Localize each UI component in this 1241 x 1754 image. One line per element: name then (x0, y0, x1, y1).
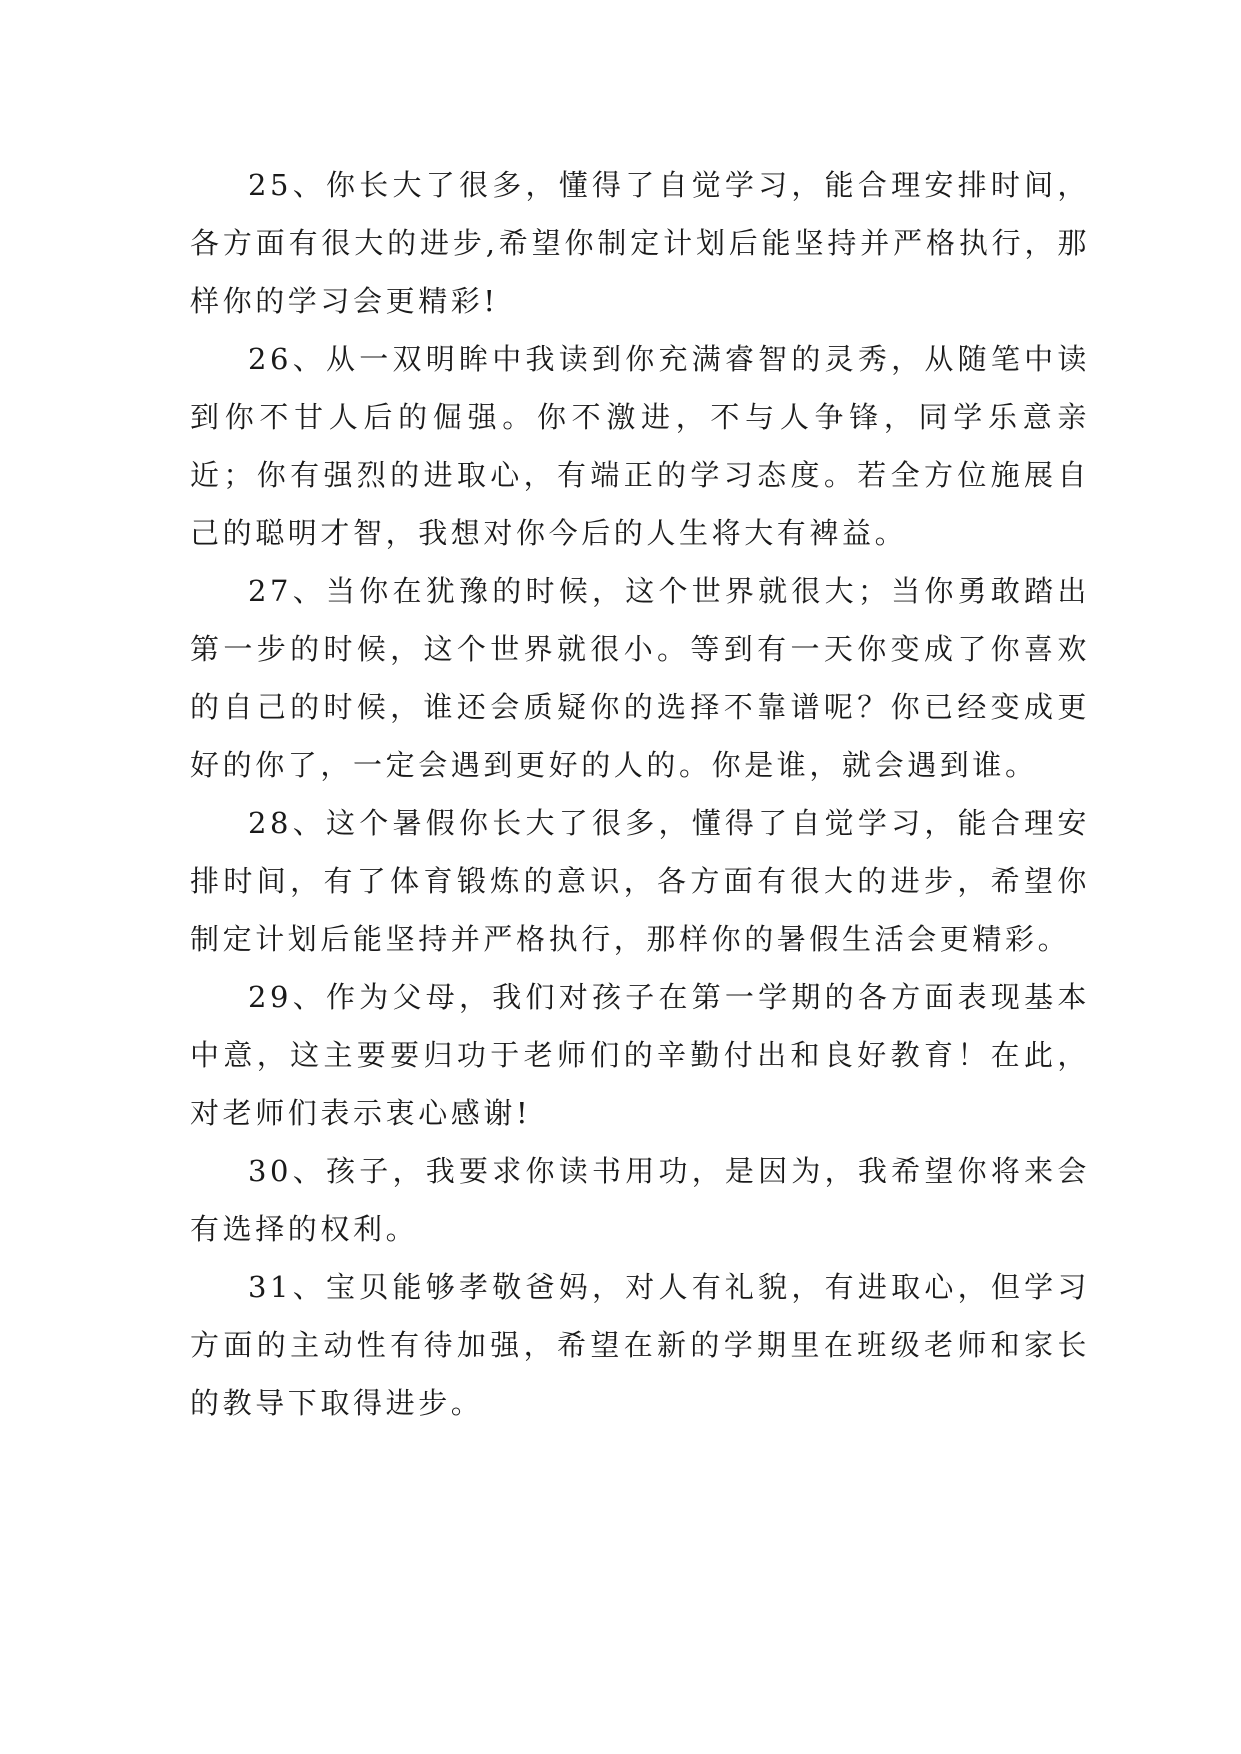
paragraph-28: 28、这个暑假你长大了很多，懂得了自觉学习，能合理安排时间，有了体育锻炼的意识，各方面有很大的进步，希望你制定计划后能坚持并严格执行，那样你的暑假生活会更精彩。 (190, 806, 1090, 956)
paragraph-30: 30、孩子，我要求你读书用功，是因为，我希望你将来会有选择的权利。 (190, 1154, 1090, 1246)
paragraph-27: 27、当你在犹豫的时候，这个世界就很大；当你勇敢踏出第一步的时候，这个世界就很小。等到有一天你变成了你喜欢的自己的时候，谁还会质疑你的选择不靠谱呢？你已经变成更好的你了，一定会遇到更好的人的。你是谁，就会遇到谁。 (190, 574, 1090, 782)
paragraph-31: 31、宝贝能够孝敬爸妈，对人有礼貌，有进取心，但学习方面的主动性有待加强，希望在新的学期里在班级老师和家长的教导下取得进步。 (190, 1270, 1090, 1420)
document-body (190, 156, 1090, 1432)
paragraph-25: 25、你长大了很多，懂得了自觉学习，能合理安排时间，各方面有很大的进步,希望你制定计划后能坚持并严格执行，那样你的学习会更精彩! (190, 168, 1090, 318)
paragraph-26: 26、从一双明眸中我读到你充满睿智的灵秀，从随笔中读到你不甘人后的倔强。你不激进，不与人争锋，同学乐意亲近；你有强烈的进取心，有端正的学习态度。若全方位施展自己的聪明才智，我想对你今后的人生将大有裨益。 (190, 342, 1090, 550)
paragraph-29: 29、作为父母，我们对孩子在第一学期的各方面表现基本中意，这主要要归功于老师们的辛勤付出和良好教育！在此，对老师们表示衷心感谢! (190, 980, 1090, 1130)
